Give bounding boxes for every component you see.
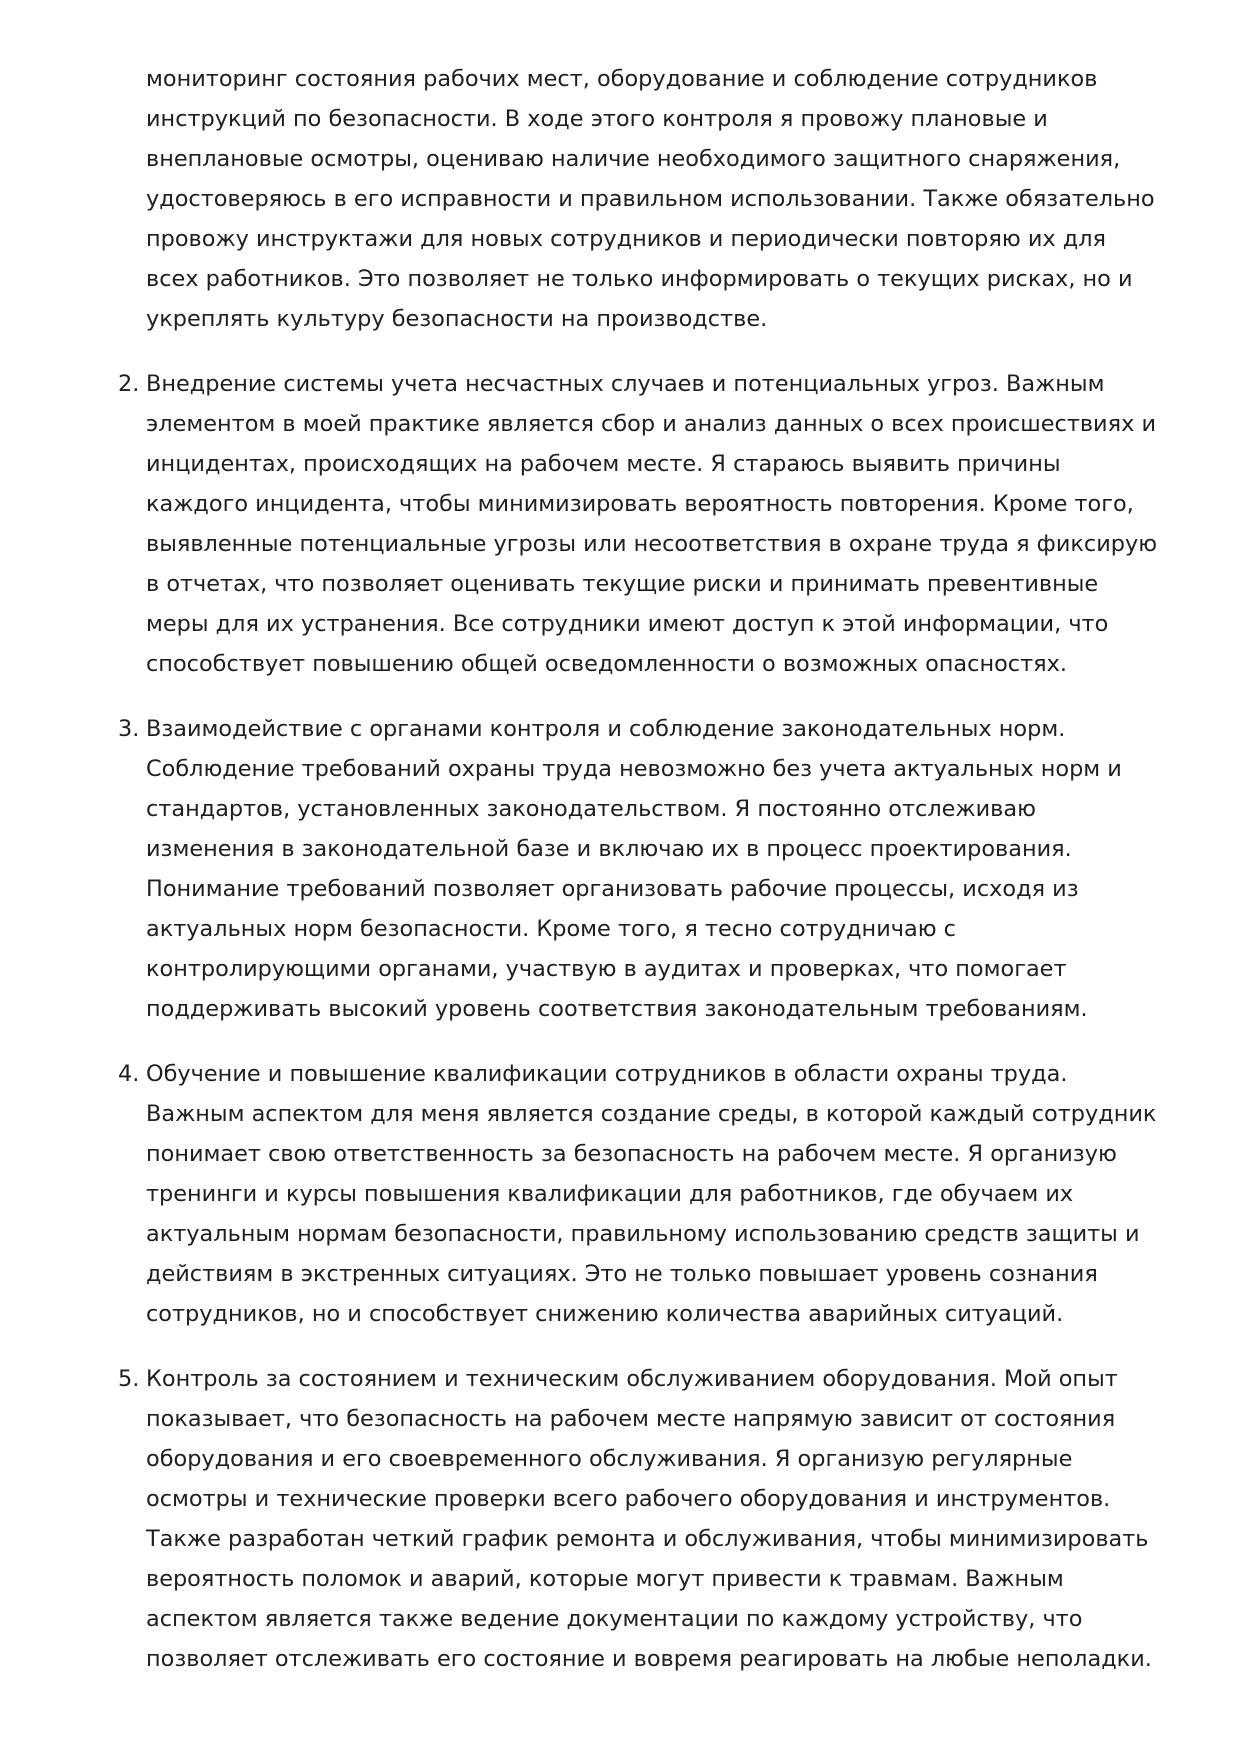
document-body	[118, 59, 1161, 1679]
list-item-text: Контроль за состоянием и техническим обслуживанием оборудования. Мой опыт показывает, что безопасность на рабочем месте напрямую зависит от состояния оборудования и его своевременного обслуживания. Я организую регулярные осмотры и технические проверки всего рабочего оборудования и инструментов. Также разработан четкий график ремонта и обслуживания, чтобы минимизировать вероятность поломок и аварий, которые могут привести к травмам. Важным аспектом является также ведение документации по каждому устройству, что позволяет отслеживать его состояние и вовремя реагировать на любые неполадки.	[146, 1366, 1152, 1672]
list-item	[118, 364, 1161, 684]
list-item-number: 3.	[118, 716, 140, 742]
intro-paragraph: мониторинг состояния рабочих мест, оборудование и соблюдение сотрудников инструкций по безопасности. В ходе этого контроля я провожу плановые и внеплановые осмотры, оцениваю наличие необходимого защитного снаряжения, удостоверяюсь в его исправности и правильном использовании. Также обязательно провожу инструктажи для новых сотрудников и периодически повторяю их для всех работников. Это позволяет не только информировать о текущих рисках, но и укреплять культуру безопасности на производстве.	[146, 66, 1155, 332]
list-item-text: Обучение и повышение квалификации сотрудников в области охраны труда. Важным аспектом для меня является создание среды, в которой каждый сотрудник понимает свою ответственность за безопасность на рабочем месте. Я организую тренинги и курсы повышения квалификации для работников, где обучаем их актуальным нормам безопасности, правильному использованию средств защиты и действиям в экстренных ситуациях. Это не только повышает уровень сознания сотрудников, но и способствует снижению количества аварийных ситуаций.	[146, 1061, 1157, 1327]
list-item	[118, 1054, 1161, 1334]
list-item-text: Внедрение системы учета несчастных случаев и потенциальных угроз. Важным элементом в моей практике является сбор и анализ данных о всех происшествиях и инцидентах, происходящих на рабочем месте. Я стараюсь выявить причины каждого инцидента, чтобы минимизировать вероятность повторения. Кроме того, выявленные потенциальные угрозы или несоответствия в охране труда я фиксирую в отчетах, что позволяет оценивать текущие риски и принимать превентивные меры для их устранения. Все сотрудники имеют доступ к этой информации, что способствует повышению общей осведомленности о возможных опасностях.	[146, 371, 1158, 677]
list-item-number: 5.	[118, 1366, 140, 1392]
list-item-text: Взаимодействие с органами контроля и соблюдение законодательных норм. Соблюдение требований охраны труда невозможно без учета актуальных норм и стандартов, установленных законодательством. Я постоянно отслеживаю изменения в законодательной базе и включаю их в процесс проектирования. Понимание требований позволяет организовать рабочие процессы, исходя из актуальных норм безопасности. Кроме того, я тесно сотрудничаю с контролирующими органами, участвую в аудитах и проверках, что помогает поддерживать высокий уровень соответствия законодательным требованиям.	[146, 716, 1122, 1022]
list-item	[118, 709, 1161, 1029]
list-item-number: 2.	[118, 371, 140, 397]
list-item	[118, 1359, 1161, 1679]
list-item-number: 4.	[118, 1061, 140, 1087]
